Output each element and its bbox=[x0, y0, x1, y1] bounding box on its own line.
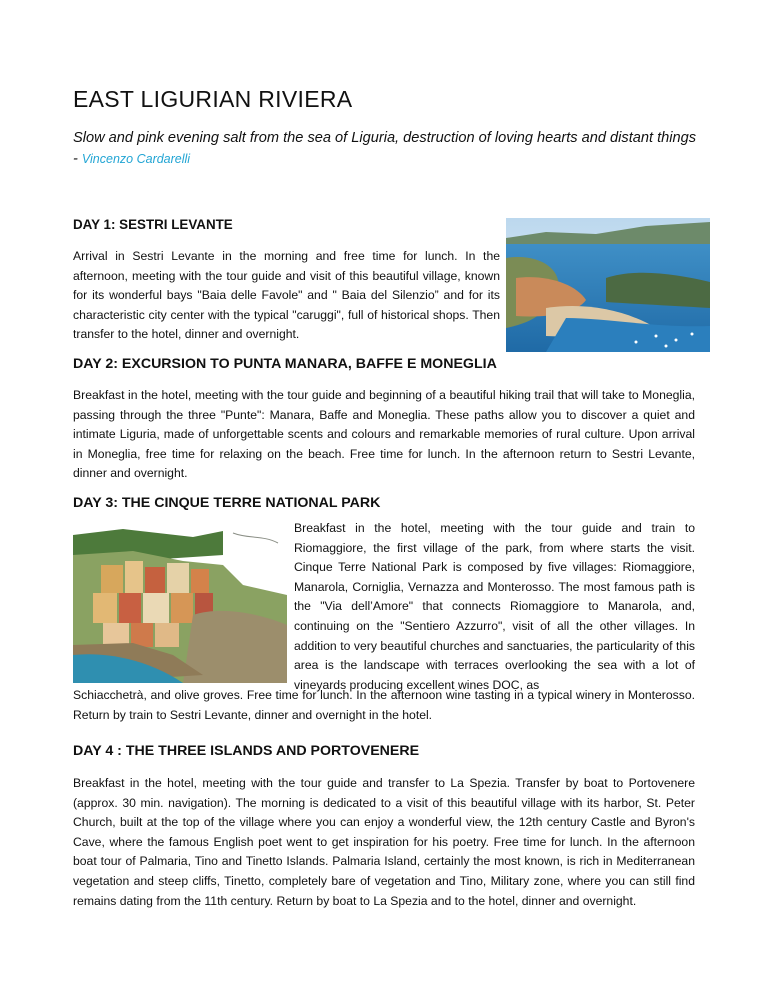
quote-text: Slow and pink evening salt from the sea of Liguria, destruction of loving hearts and distant things - bbox=[73, 130, 697, 167]
day-4-text: Breakfast in the hotel, meeting with the tour guide and transfer to La Spezia. Transfer by boat to Portovenere (approx. 30 min. navigation). The morning is dedicated to a visit of this beautiful village with its harbor, St. Peter Church, built at the top of the village where you can enjoy a wonderful view, the 12th century Castle and Byron's Cave, where the famous English poet went to get inspiration for his poetry. Free time for lunch. In the afternoon boat tour of Palmaria, Tino and Tinetto Islands. Palmaria Island, certainly the most known, is rich in Mediterranean vegetation and steep cliffs, Tinetto, completely bare of vegetation and Tino, Military zone, where you can still find remains dating from the 11th century. Return by boat to La Spezia and to the hotel, dinner and overnight. bbox=[73, 776, 695, 908]
quote-author: Vincenzo Cardarelli bbox=[81, 152, 191, 166]
sestri-levante-photo bbox=[506, 218, 710, 352]
day-1-text: Arrival in Sestri Levante in the morning and free time for lunch. In the afternoon, meeting with the tour guide and visit of this beautiful village, known for its wonderful bays "Baia delle Favole" and " Baia del Silenzio” and for its characteristic city center with the typical "caruggi", full of historical shops. Then transfer to the hotel, dinner and overnight. bbox=[73, 249, 500, 342]
epigraph-quote bbox=[73, 128, 701, 170]
document-title: EAST LIGURIAN RIVIERA bbox=[73, 86, 353, 112]
cinque-terre-photo bbox=[73, 525, 287, 683]
day-2-heading: DAY 2: EXCURSION TO PUNTA MANARA, BAFFE E MONEGLIA bbox=[73, 356, 497, 372]
day-4-heading: DAY 4 : THE THREE ISLANDS AND PORTOVENERE bbox=[73, 743, 420, 759]
day-3-heading: DAY 3: THE CINQUE TERRE NATIONAL PARK bbox=[73, 495, 381, 511]
day-1-heading: DAY 1: SESTRI LEVANTE bbox=[73, 217, 233, 232]
day-3-text-full: Schiacchetrà, and olive groves. Free time for lunch. In the afternoon wine tasting in a typical winery in Monterosso. Return by train to Sestri Levante, dinner and overnight in the hotel. bbox=[73, 688, 695, 722]
day-3-text-wrap: Breakfast in the hotel, meeting with the tour guide and train to Riomaggiore, the first village of the park, from where starts the visit. Cinque Terre National Park is composed by five villages: Riomaggiore, Manarola, Corniglia, Vernazza and Monterosso. The most famous path is the "Via dell’Amore" that connects Riomaggiore to Manarola, and, continuing on the "Sentiero Azzurro", visit of all the other villages. In addition to very beautiful churches and sanctuaries, the particularity of this area is the landscape with terraces overlooking the sea with a lot of vineyards producing excellent wines DOC, as bbox=[294, 521, 695, 692]
day-2-text: Breakfast in the hotel, meeting with the tour guide and beginning of a beautiful hiking trail that will take to Moneglia, passing through the three "Punte": Manara, Baffe and Moneglia. These paths allow you to discover a quiet and intimate Liguria, made of unforgettable scents and colours and remarkable memories of rural culture. Upon arrival in Moneglia, free time for relaxing on the beach. Free time for lunch. In the afternoon return to Sestri Levante, dinner and overnight. bbox=[73, 388, 695, 481]
